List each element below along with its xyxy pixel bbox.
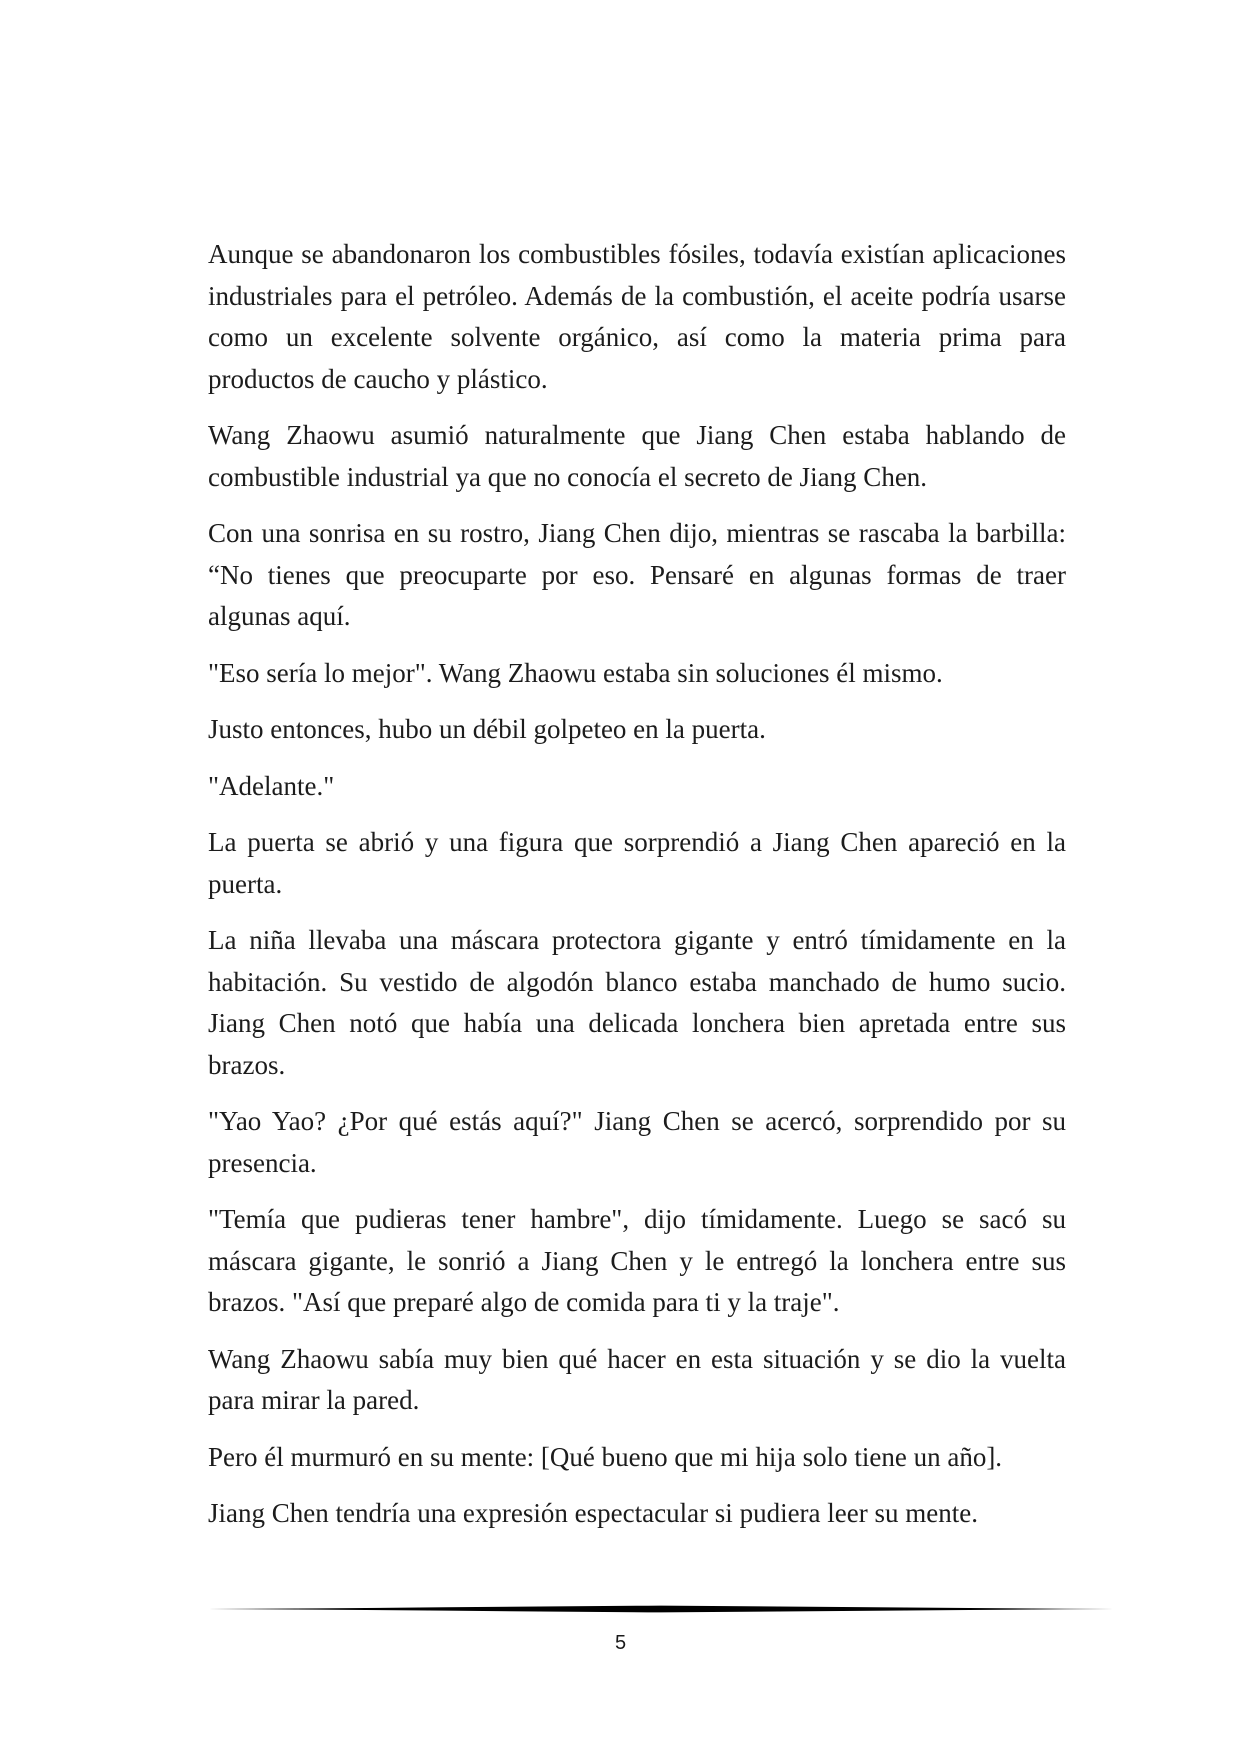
footer-divider — [208, 1602, 1114, 1616]
paragraph: Pero él murmuró en su mente: [Qué bueno que mi hija solo tiene un año]. — [208, 1441, 1003, 1472]
paragraph: Justo entonces, hubo un débil golpeteo en la puerta. — [208, 714, 766, 744]
paragraph: Jiang Chen tendría una expresión espectacular si pudiera leer su mente. — [208, 1498, 978, 1528]
page-number: 5 — [614, 1632, 627, 1654]
paragraph: La puerta se abrió y una figura que sorprendió a Jiang Chen apareció en la puerta. — [208, 827, 1066, 899]
paragraph: Wang Zhaowu sabía muy bien qué hacer en esta situación y se dio la vuelta para mirar la pared. — [208, 1343, 1066, 1415]
paragraph: "Yao Yao? ¿Por qué estás aquí?" Jiang Chen se acercó, sorprendido por su presencia. — [208, 1106, 1066, 1178]
paragraph: La niña llevaba una máscara protectora gigante y entró tímidamente en la habitación. Su vestido de algodón blanco estaba manchado de humo sucio. Jiang Chen notó que había una delicada lonchera bien apretada entre sus brazos. — [208, 925, 1066, 1080]
paragraph: Con una sonrisa en su rostro, Jiang Chen dijo, mientras se rascaba la barbilla: “No tienes que preocuparte por eso. Pensaré en algunas formas de traer algunas aquí. — [208, 518, 1066, 631]
paragraph: "Eso sería lo mejor". Wang Zhaowu estaba sin soluciones él mismo. — [208, 657, 943, 688]
paragraph: Wang Zhaowu asumió naturalmente que Jiang Chen estaba hablando de combustible industrial ya que no conocía el secreto de Jiang Chen. — [208, 420, 1066, 492]
paragraph: Aunque se abandonaron los combustibles fósiles, todavía existían aplicaciones industriales para el petróleo. Además de la combustión, el aceite podría usarse como un excelente solvente orgánico, así como la materia prima para productos de caucho y plástico. — [208, 239, 1066, 394]
paragraph: "Adelante." — [208, 770, 335, 801]
paragraph: "Temía que pudieras tener hambre", dijo tímidamente. Luego se sacó su máscara gigante, le sonrió a Jiang Chen y le entregó la lonchera entre sus brazos. "Así que preparé algo de comida para ti y la traje". — [208, 1204, 1066, 1317]
body-text — [208, 234, 1066, 1550]
